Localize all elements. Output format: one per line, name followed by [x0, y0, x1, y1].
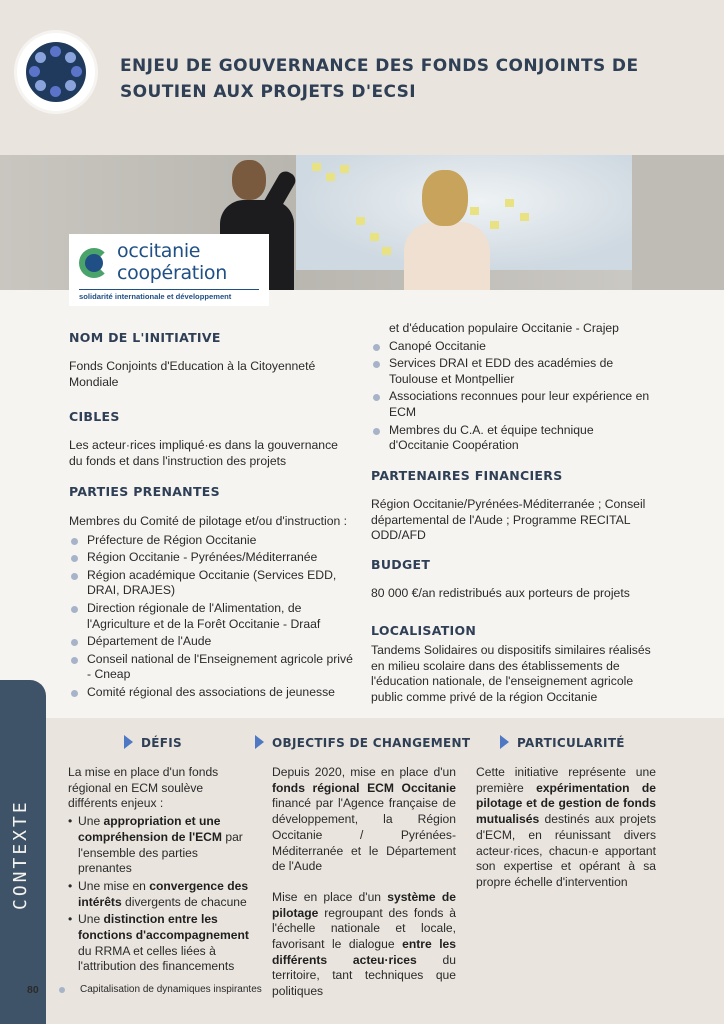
side-tab-label: CONTEXTE — [10, 799, 31, 910]
list-item: • Une mise en convergence des intérêts divergents de chacune — [68, 879, 250, 910]
footer-bullet-icon — [59, 987, 65, 993]
section-heading: NOM DE L'INITIATIVE — [69, 330, 221, 345]
footer-text: Capitalisation de dynamiques inspirantes — [80, 984, 262, 995]
defis-text: La mise en place d'un fonds régional en ECM soulève différents enjeux : • Une appropriation et une compréhension de l'ECM par l'ensemble des parties prenantes • Une mise en convergence des intérêts divergents de chacune • Une distinction entre les fonctions d'accompagnement du RRMA et celles liées à l'attribution des financements — [68, 765, 250, 977]
section-heading: BUDGET — [371, 557, 431, 572]
section-parties — [69, 484, 354, 703]
chevron-right-icon — [500, 735, 509, 749]
list-item: Département de l'Aude — [69, 634, 354, 650]
list-item: Membres du C.A. et équipe technique d'Occitanie Coopération — [371, 423, 656, 454]
section-text: Fonds Conjoints d'Education à la Citoyenneté Mondiale — [69, 359, 316, 389]
section-text: Membres du Comité de pilotage et/ou d'instruction : — [69, 514, 348, 528]
chevron-right-icon — [124, 735, 133, 749]
list-item: • Une distinction entre les fonctions d'accompagnement du RRMA et celles liées à l'attribution des financements — [68, 912, 250, 975]
list-item: • Une appropriation et une compréhension de l'ECM par l'ensemble des parties prenantes — [68, 814, 250, 877]
section-heading: CIBLES — [69, 409, 120, 424]
list-item: Préfecture de Région Occitanie — [69, 533, 354, 549]
defis-heading: DÉFIS — [124, 735, 182, 753]
section-text: 80 000 €/an redistribués aux porteurs de projets — [371, 586, 630, 600]
org-name-line2: coopération — [117, 262, 227, 284]
section-heading: PARTENAIRES FINANCIERS — [371, 468, 563, 483]
particularite-heading: PARTICULARITÉ — [500, 735, 625, 753]
list-item: Canopé Occitanie — [371, 339, 656, 355]
list-item: Conseil national de l'Enseignement agricole privé - Cneap — [69, 652, 354, 683]
network-circle-icon — [14, 30, 98, 114]
particularite-text: Cette initiative représente une première expérimentation de pilotage et de gestion de fonds mutualisés destinés aux projets d'ECM, en réunissant divers acteur·rices, chacun·e apportant son expertise et opérant à sa propre échelle d'intervention — [476, 765, 656, 889]
section-cibles — [69, 409, 354, 469]
section-text: Les acteur·rices impliqué·es dans la gouvernance du fonds et dans l'instruction des projets — [69, 438, 338, 468]
stakeholder-list-continued — [371, 321, 656, 456]
list-item: Direction régionale de l'Alimentation, de l'Agriculture et de la Forêt Occitanie - Draaf — [69, 601, 354, 632]
list-item: Région Occitanie - Pyrénées/Méditerranée — [69, 550, 354, 566]
list-item: Comité régional des associations de jeunesse — [69, 685, 354, 701]
section-text: Tandems Solidaires ou dispositifs similaires réalisés en milieu scolaire dans des établissements de l'éducation nationale, de l'enseignement agricole public comme privé de la région Occitanie — [371, 643, 651, 704]
org-name-line1: occitanie — [117, 240, 201, 262]
org-logo — [69, 234, 269, 306]
org-subtitle: solidarité internationale et développement — [79, 292, 232, 301]
section-text: Région Occitanie/Pyrénées-Méditerranée ; Conseil départemental de l'Aude ; Programme RECITAL ODD/AFD — [371, 497, 646, 543]
chevron-right-icon — [255, 735, 264, 749]
page-number: 80 — [27, 984, 39, 996]
section-partenaires — [371, 468, 656, 544]
stakeholder-list — [69, 533, 354, 701]
list-item: Région académique Occitanie (Services EDD, DRAI, DRAJES) — [69, 568, 354, 599]
section-budget — [371, 557, 656, 602]
list-item-continuation: et d'éducation populaire Occitanie - Crajep — [389, 321, 619, 335]
section-heading: LOCALISATION — [371, 623, 477, 638]
objectifs-text: Depuis 2020, mise en place d'un fonds régional ECM Occitanie financé par l'Agence française de développement, la Région Occitanie / Pyrénées-Méditerranée et le Département de l'Aude Mise en place d'un système de pilotage regroupant des fonds à l'échelle nationale et locale, favorisant le dialogue entre les différents acteu·rices du territoire, tant techniques que politiques — [272, 765, 457, 999]
page-title: ENJEU DE GOUVERNANCE DES FONDS CONJOINTS DE SOUTIEN AUX PROJETS D'ECSI — [120, 56, 639, 102]
objectifs-heading: OBJECTIFS DE CHANGEMENT — [255, 735, 470, 753]
section-heading: PARTIES PRENANTES — [69, 484, 220, 499]
list-item: Associations reconnues pour leur expérience en ECM — [371, 389, 656, 420]
page-header — [0, 0, 724, 156]
list-item: Services DRAI et EDD des académies de Toulouse et Montpellier — [371, 356, 656, 387]
section-localisation — [371, 623, 656, 705]
section-nom — [69, 330, 354, 390]
